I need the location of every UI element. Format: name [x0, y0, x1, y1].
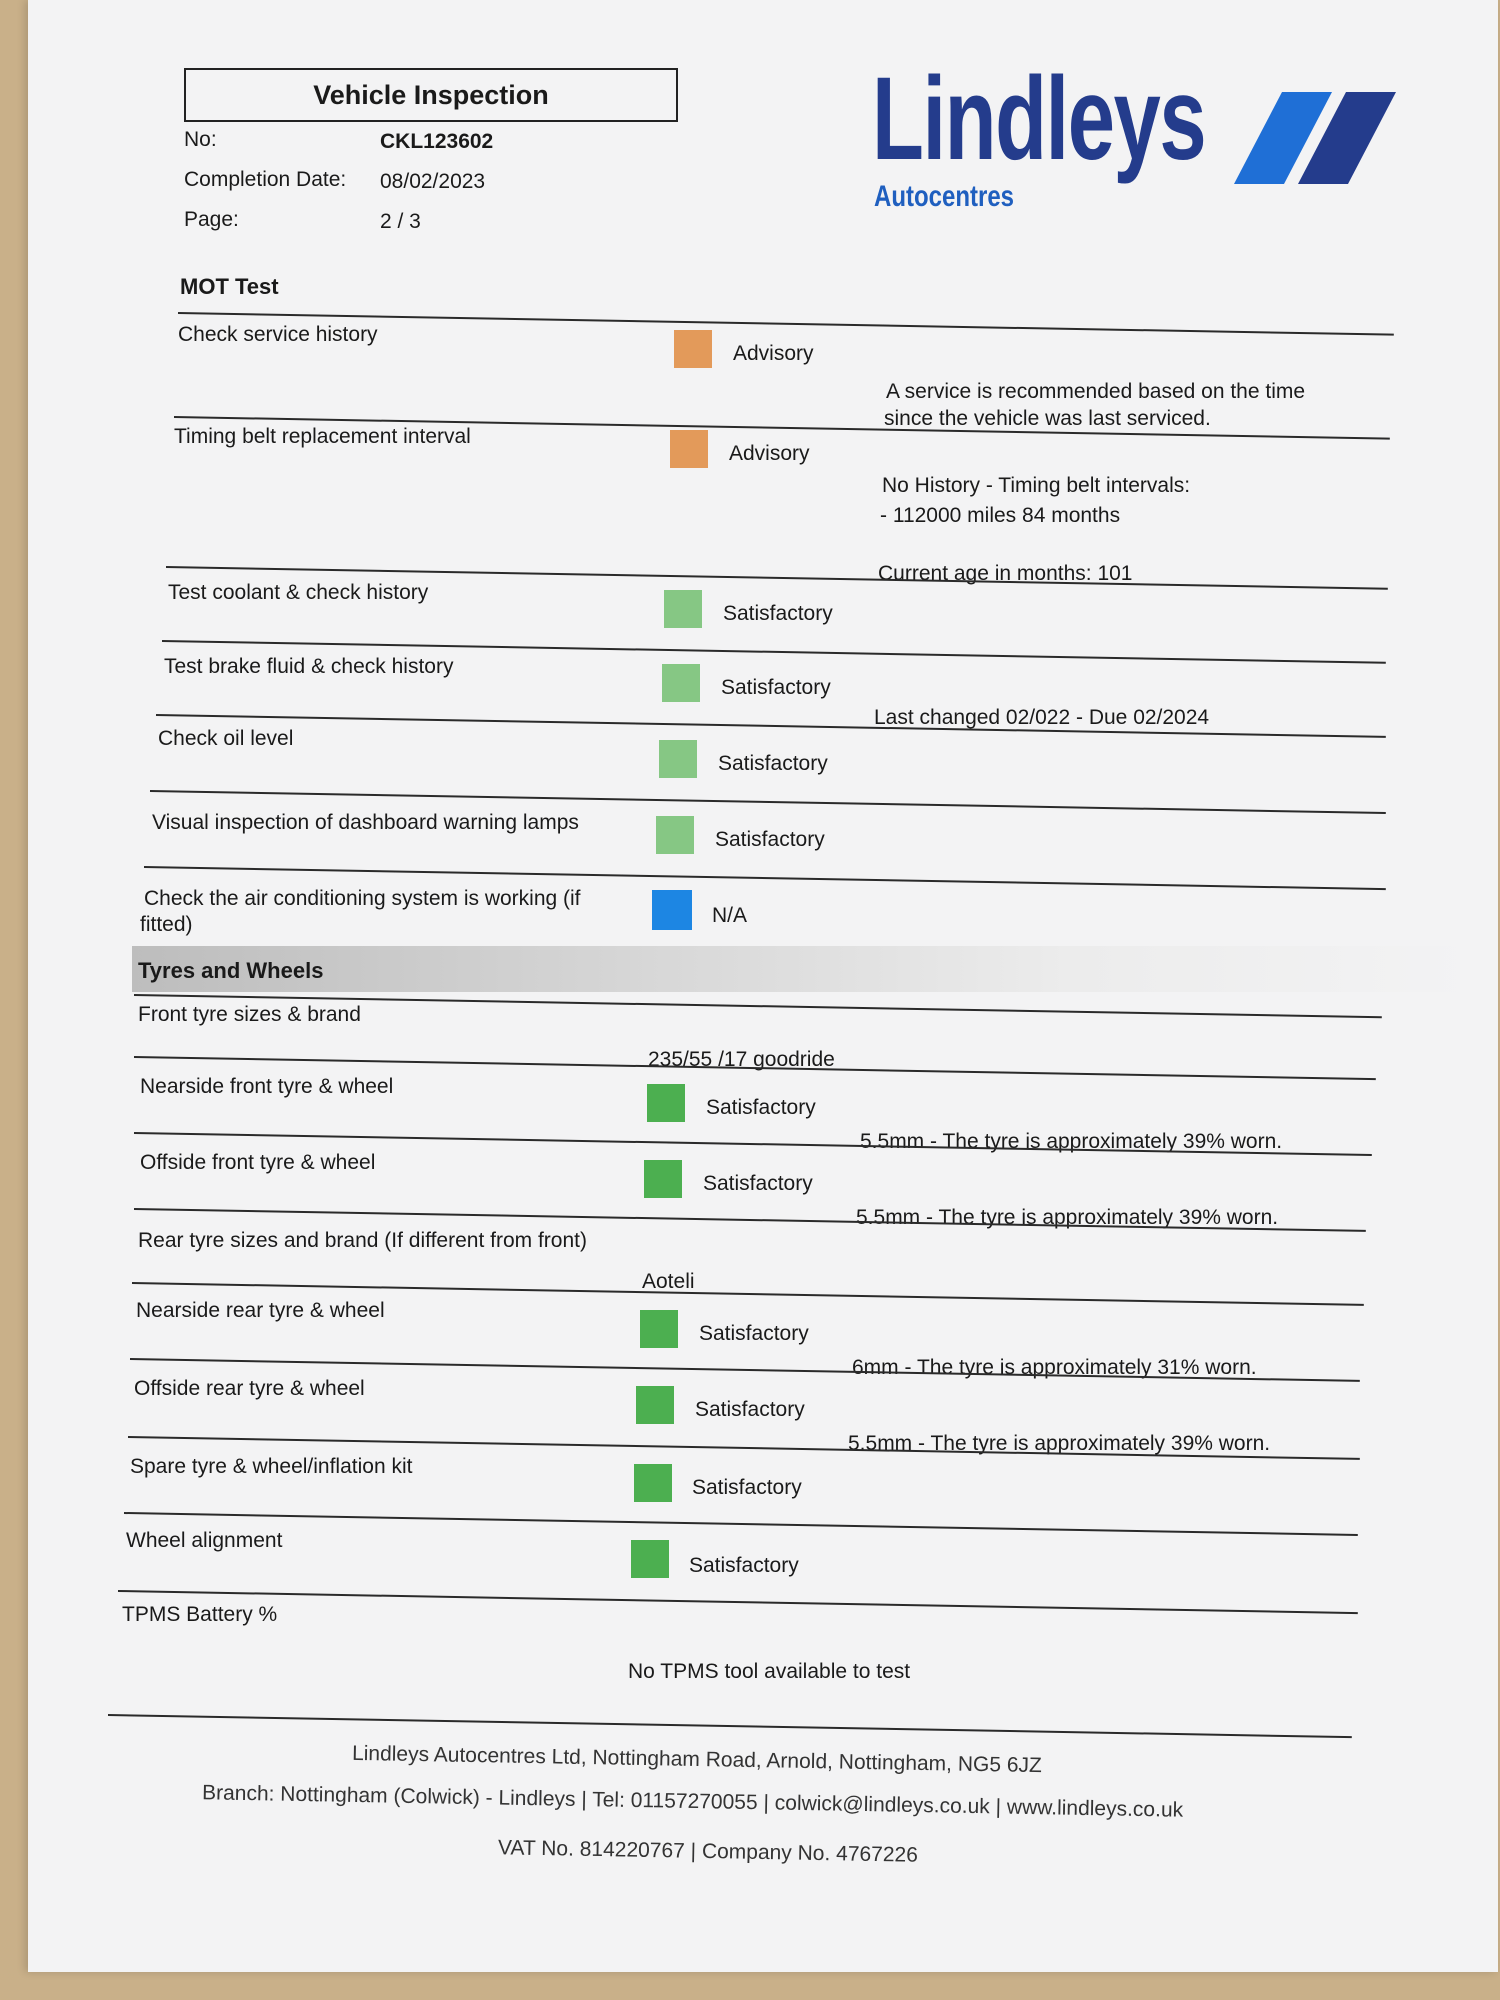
tyres-section-bar — [132, 946, 1472, 992]
item-label-coolant: Test coolant & check history — [168, 581, 429, 604]
satisfactory-indicator — [636, 1386, 674, 1424]
note-brake-fluid: Last changed 02/022 - Due 02/2024 — [874, 706, 1210, 729]
item-label-air-con-2: fitted) — [140, 913, 193, 936]
item-label-front-tyre-sizes: Front tyre sizes & brand — [138, 1003, 361, 1026]
note-service-history-1: A service is recommended based on the time — [886, 380, 1306, 403]
status-spare-tyre: Satisfactory — [692, 1476, 802, 1499]
satisfactory-indicator — [664, 590, 702, 628]
item-label-nearside-front: Nearside front tyre & wheel — [140, 1075, 394, 1098]
note-timing-belt-2: - 112000 miles 84 months — [880, 504, 1121, 527]
status-air-con: N/A — [712, 904, 748, 927]
satisfactory-indicator — [634, 1464, 672, 1502]
status-coolant: Satisfactory — [723, 602, 833, 625]
lindleys-logo-wordmark: Lindleys — [872, 53, 1206, 185]
page-value: 2 / 3 — [380, 210, 421, 233]
status-wheel-alignment: Satisfactory — [689, 1554, 799, 1577]
item-label-air-con-1: Check the air conditioning system is working (if — [144, 887, 581, 910]
item-label-brake-fluid: Test brake fluid & check history — [164, 655, 454, 678]
note-offside-front: 5.5mm - The tyre is approximately 39% worn. — [856, 1206, 1279, 1229]
note-timing-belt-1: No History - Timing belt intervals: — [882, 474, 1191, 497]
no-label: No: — [184, 128, 217, 151]
item-label-offside-front: Offside front tyre & wheel — [140, 1151, 376, 1174]
no-value: CKL123602 — [380, 130, 494, 153]
status-timing-belt: Advisory — [729, 442, 810, 465]
item-label-dashboard-lamps: Visual inspection of dashboard warning lamps — [152, 811, 579, 834]
note-nearside-rear: 6mm - The tyre is approximately 31% worn. — [852, 1356, 1257, 1379]
value-rear-tyre-sizes: Aoteli — [642, 1270, 695, 1293]
item-label-nearside-rear: Nearside rear tyre & wheel — [136, 1299, 385, 1322]
status-nearside-rear: Satisfactory — [699, 1322, 809, 1345]
satisfactory-indicator — [656, 816, 694, 854]
note-timing-belt-3: Current age in months: 101 — [878, 562, 1133, 585]
item-label-wheel-alignment: Wheel alignment — [126, 1529, 283, 1552]
satisfactory-indicator — [662, 664, 700, 702]
document-title: Vehicle Inspection — [184, 68, 678, 122]
item-label-timing-belt: Timing belt replacement interval — [174, 425, 471, 448]
tyres-section-title: Tyres and Wheels — [138, 958, 324, 983]
advisory-indicator — [670, 430, 708, 468]
satisfactory-indicator — [647, 1084, 685, 1122]
value-tpms: No TPMS tool available to test — [628, 1660, 911, 1683]
note-nearside-front: 5.5mm - The tyre is approximately 39% worn. — [860, 1130, 1283, 1153]
status-service-history: Advisory — [733, 342, 814, 365]
satisfactory-indicator — [644, 1160, 682, 1198]
item-label-service-history: Check service history — [178, 323, 378, 346]
status-brake-fluid: Satisfactory — [721, 676, 831, 699]
status-offside-front: Satisfactory — [703, 1172, 813, 1195]
note-offside-rear: 5.5mm - The tyre is approximately 39% worn. — [848, 1432, 1271, 1455]
item-label-rear-tyre-sizes: Rear tyre sizes and brand (If different from front) — [138, 1229, 587, 1252]
item-label-tpms: TPMS Battery % — [122, 1603, 278, 1626]
item-label-offside-rear: Offside rear tyre & wheel — [134, 1377, 365, 1400]
advisory-indicator — [674, 330, 712, 368]
satisfactory-indicator — [659, 740, 697, 778]
status-dashboard-lamps: Satisfactory — [715, 828, 825, 851]
satisfactory-indicator — [631, 1540, 669, 1578]
satisfactory-indicator — [640, 1310, 678, 1348]
completion-date-label: Completion Date: — [184, 168, 347, 191]
page-label: Page: — [184, 208, 239, 231]
logo-stripes-icon — [1228, 88, 1398, 188]
note-service-history-2: since the vehicle was last serviced. — [884, 407, 1211, 430]
completion-date-value: 08/02/2023 — [380, 170, 486, 193]
footer-vat-company: VAT No. 814220767 | Company No. 4767226 — [497, 1836, 919, 1867]
status-oil-level: Satisfactory — [718, 752, 828, 775]
footer-address: Lindleys Autocentres Ltd, Nottingham Road, Arnold, Nottingham, NG5 6JZ — [351, 1741, 1043, 1778]
item-label-spare-tyre: Spare tyre & wheel/inflation kit — [130, 1455, 413, 1478]
status-offside-rear: Satisfactory — [695, 1398, 805, 1421]
mot-section-title: MOT Test — [180, 274, 279, 299]
status-nearside-front: Satisfactory — [706, 1096, 816, 1119]
value-front-tyre-sizes: 235/55 /17 goodride — [648, 1048, 835, 1071]
lindleys-logo-tagline: Autocentres — [874, 180, 1015, 213]
footer-branch-contact: Branch: Nottingham (Colwick) - Lindleys | Tel: 01157270055 | colwick@lindleys.co.uk | www.lindleys.co.uk — [201, 1781, 1184, 1822]
item-label-oil-level: Check oil level — [158, 727, 294, 750]
not-applicable-indicator — [652, 890, 692, 930]
